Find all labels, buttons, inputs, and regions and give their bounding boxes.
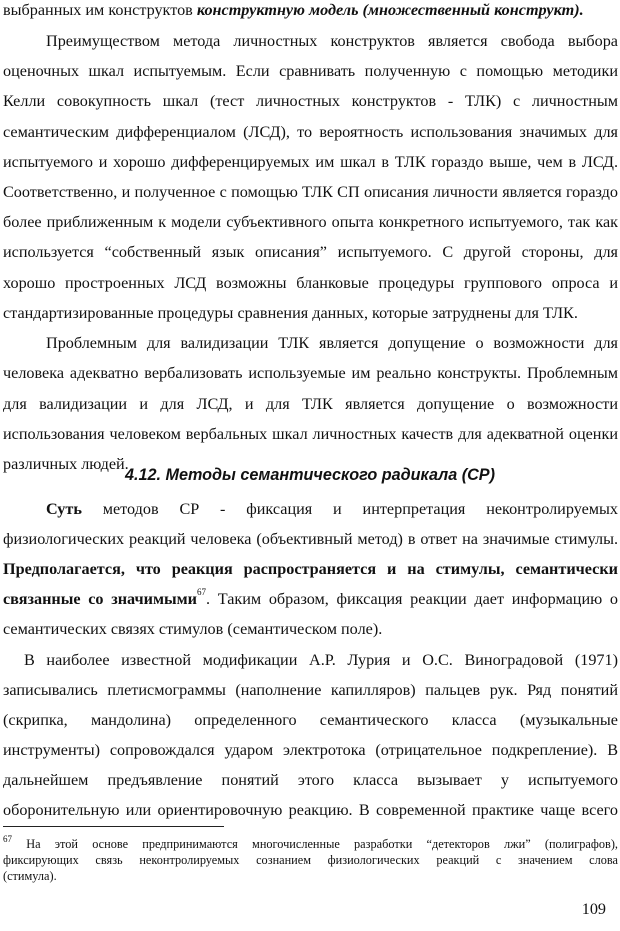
text-line: использования человеком вербальных шкал личностных качеств для адекватной оценки <box>3 425 618 443</box>
footnote-line: фиксирующих связь неконтролируемых сознанием физиологических реакций с значением слова <box>3 853 618 867</box>
bold-text: связанные со значимыми <box>3 590 197 608</box>
text-line: оценочных шкал испытуемым. Если сравнивать полученную с помощью методики <box>3 62 618 80</box>
section-heading: 4.12. Методы семантического радикала (СР) <box>124 466 495 484</box>
text-line: используется “собственный язык описания” испытуемого. С другой стороны, для <box>3 243 618 261</box>
text-line: семантическим дифференциалом (ЛСД), то вероятность использования значимых для <box>3 123 618 141</box>
emphasis-text: конструктную модель (множественный конструкт). <box>196 1 584 19</box>
text-line: записывались плетисмограммы (наполнение капилляров) пальцев рук. Ряд понятий <box>3 681 618 699</box>
page-number: 109 <box>581 900 606 918</box>
paragraph-first-line: В наиболее известной модификации А.Р. Лурия и О.С. Виноградовой (1971) <box>24 651 618 669</box>
text-span: выбранных им конструктов <box>3 1 197 19</box>
text-line: хорошо простроенных ЛСД возможны бланковые процедуры группового опроса и <box>3 274 618 292</box>
footnote-ref[interactable]: 67 <box>196 587 206 597</box>
text-line: инструменты) сопровождался ударом электротока (отрицательное подкрепление). В <box>3 741 618 759</box>
text-line: физиологических реакций человека (объективный метод) в ответ на значимые стимулы. <box>3 530 618 548</box>
paragraph-first-line <box>46 499 618 519</box>
text-line: оборонительную или ориентировочную реакцию. В современной практике чаще всего <box>3 801 618 819</box>
text-line: дальнейшем предъявление понятий этого класса вызывает у испытуемого <box>3 771 618 789</box>
text-span: На этой основе предпринимаются многочисленные разработки “детекторов лжи” (полиграфов), <box>12 837 618 851</box>
text-line: более приближенным к модели субъективного опыта конкретного испытуемого, так как <box>3 213 618 231</box>
text-line: стандартизированные процедуры сравнения данных, которые затруднены для ТЛК. <box>3 304 578 322</box>
text-line: испытуемого и хорошо дифференцируемых им шкал в ТЛК гораздо выше, чем в ЛСД. <box>3 153 618 171</box>
bold-term: Суть <box>46 500 82 518</box>
footnote-number: 67 <box>3 834 12 844</box>
paragraph-first-line: Проблемным для валидизации ТЛК является допущение о возможности для <box>46 334 618 352</box>
text-line: различных людей. <box>3 455 129 473</box>
text-line: человека адекватно вербализовать используемые им реально конструкты. Проблемным <box>3 364 618 382</box>
text-line: для валидизации и для ЛСД, и для ТЛК является допущение о возможности <box>3 395 618 413</box>
bold-line: Предполагается, что реакция распространяется и на стимулы, семантически <box>3 560 618 578</box>
text-line: Соответственно, и полученное с помощью ТЛК СП описания личности является гораздо <box>3 183 618 201</box>
text-line <box>3 589 618 609</box>
text-span: . Таким образом, фиксация реакции дает информацию о <box>205 590 619 608</box>
text-span: методов СР - фиксация и интерпретация неконтролируемых <box>81 500 618 518</box>
text-line: Келли совокупность шкал (тест личностных конструктов - ТЛК) с личностным <box>3 92 618 110</box>
text-line: семантических связях стимулов (семантическом поле). <box>3 620 383 638</box>
footnote-line <box>3 836 618 852</box>
paragraph-first-line: Преимуществом метода личностных конструктов является свобода выбора <box>46 32 618 50</box>
footnote-line: (стимула). <box>3 869 57 883</box>
text-line: (скрипка, мандолина) определенного семантического класса (музыкальные <box>3 711 618 729</box>
footnote-divider <box>3 826 224 827</box>
text-line <box>3 0 618 20</box>
